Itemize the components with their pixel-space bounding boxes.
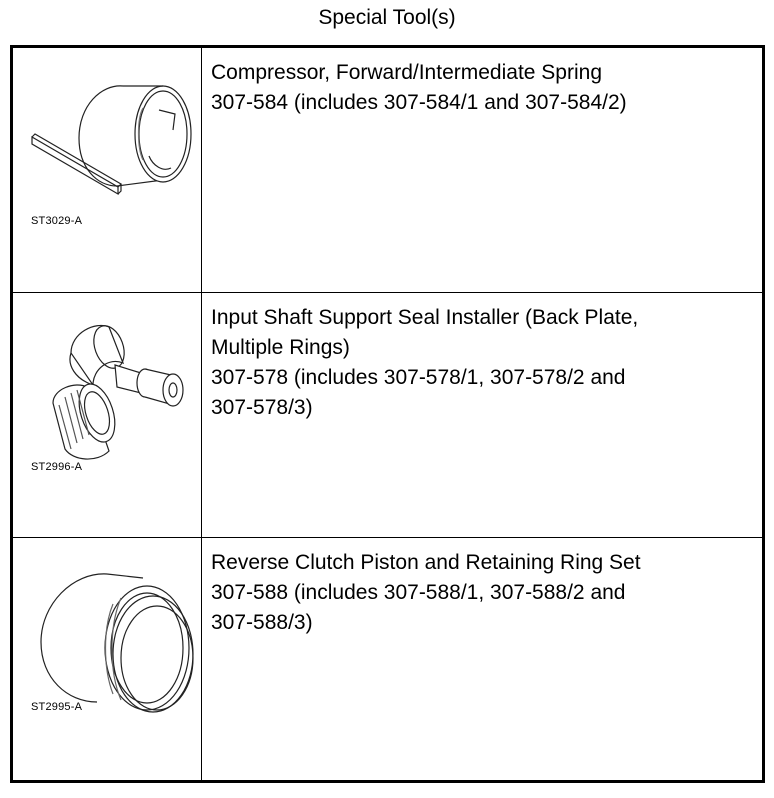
tool-name: Reverse Clutch Piston and Retaining Ring Set [211,551,641,574]
seal-installer-illustration [13,293,201,538]
tool-ref-code: ST2996-A [31,461,83,473]
piston-ring-set-illustration [13,538,201,780]
tool-image-cell [13,538,202,780]
page-title: Special Tool(s) [318,6,456,29]
tool-name-continued: Multiple Rings) [211,336,350,359]
table-row [13,538,762,780]
table-row [13,48,762,293]
tool-image-cell [13,293,202,537]
tool-name: Input Shaft Support Seal Installer (Back Plate, [211,306,639,329]
tool-ref-code: ST2995-A [31,701,83,713]
tool-description-cell [202,293,762,537]
tool-description-cell [202,538,762,780]
tool-ref-code: ST3029-A [31,215,83,227]
tool-part-number-continued: 307-588/3) [211,611,313,634]
tool-description-cell [202,48,762,292]
tool-part-number: 307-588 (includes 307-588/1, 307-588/2 and [211,581,626,604]
tool-part-number: 307-578 (includes 307-578/1, 307-578/2 and [211,366,626,389]
tool-image-cell [13,48,202,292]
spring-compressor-illustration [13,48,201,293]
tool-name: Compressor, Forward/Intermediate Spring [211,61,602,84]
table-row [13,293,762,538]
tool-part-number-continued: 307-578/3) [211,396,313,419]
special-tools-table [10,45,765,783]
tool-part-number: 307-584 (includes 307-584/1 and 307-584/2) [211,91,627,114]
